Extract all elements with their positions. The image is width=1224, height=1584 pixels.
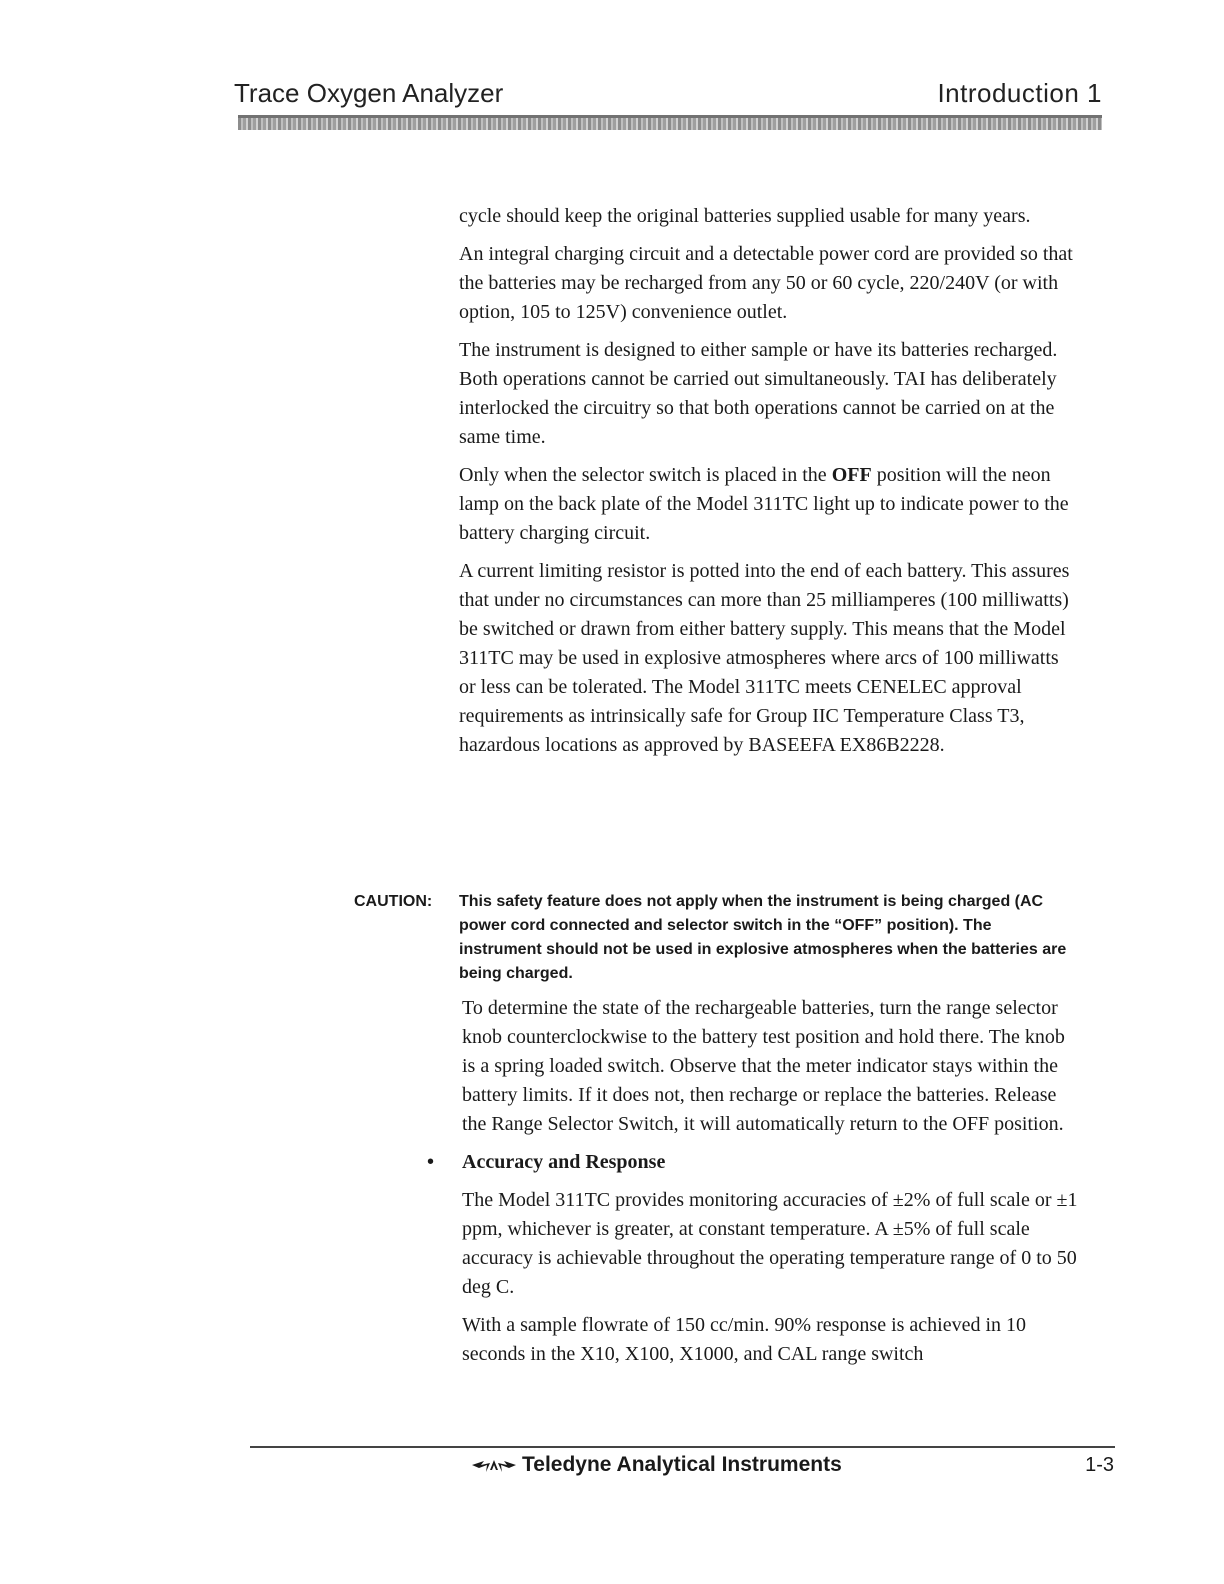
- paragraph: With a sample flowrate of 150 cc/min. 90% response is achieved in 10 seconds in the X10, X100, X1000, and CAL range switch: [462, 1314, 1027, 1365]
- paragraph-text: position will the neon lamp on the back plate of the Model 311TC light up to indicate power to the battery charging circuit.: [459, 464, 1069, 544]
- paragraph: To determine the state of the rechargeable batteries, turn the range selector knob counterclockwise to the battery test position and hold there. The knob is a spring loaded switch. Observe that the meter indicator stays within the battery limits. If it does not, then recharge or replace the batteries. Release the Range Selector Switch, it will automatically return to the OFF position.: [462, 997, 1065, 1135]
- bullet-icon: •: [427, 1151, 435, 1173]
- paragraph: The instrument is designed to either sample or have its batteries recharged. Both operations cannot be carried out simultaneously. TAI has deliberately interlocked the circuitry so that both operations cannot be carried on at the same time.: [459, 339, 1058, 448]
- caution-text: This safety feature does not apply when the instrument is being charged (AC power cord connected and selector switch in the “OFF” position). The instrument should not be used in explosive atmospheres when the batteries are being charged.: [459, 893, 1067, 982]
- body-text-column: [459, 202, 1079, 769]
- paragraph: The Model 311TC provides monitoring accuracies of ±2% of full scale or ±1 ppm, whichever is greater, at constant temperature. A ±5% of full scale accuracy is achievable throughout the operating temperature range of 0 to 50 deg C.: [462, 1189, 1078, 1298]
- paragraph: A current limiting resistor is potted into the end of each battery. This assures that under no circumstances can more than 25 milliamperes (100 milliwatts) be switched or drawn from either battery supply. This means that the Model 311TC may be used in explosive atmospheres where arcs of 100 milliwatts or less can be tolerated. The Model 311TC meets CENELEC approval requirements as intrinsically safe for Group IIC Temperature Class T3, hazardous locations as approved by BASEEFA EX86B2228.: [459, 560, 1070, 756]
- caution-note: [354, 890, 1079, 986]
- teledyne-logo-icon: [470, 1456, 518, 1476]
- paragraph: An integral charging circuit and a detectable power cord are provided so that the batteries may be recharged from any 50 or 60 cycle, 220/240V (or with option, 105 to 125V) convenience outlet.: [459, 243, 1073, 323]
- footer-brand: Teledyne Analytical Instruments: [522, 1453, 842, 1476]
- running-header-title: Trace Oxygen Analyzer: [234, 78, 504, 108]
- running-header-section: Introduction 1: [937, 78, 1102, 108]
- footer-rule: [250, 1446, 1115, 1448]
- paragraph: cycle should keep the original batteries supplied usable for many years.: [459, 205, 1031, 227]
- caution-label: CAUTION:: [354, 893, 433, 910]
- off-emphasis: OFF: [831, 464, 872, 486]
- bullet-section: [427, 1148, 1082, 1369]
- header-rule: [238, 115, 1102, 130]
- section-heading: Accuracy and Response: [462, 1151, 666, 1173]
- page-number: 1-3: [1085, 1454, 1114, 1476]
- paragraph-text: Only when the selector switch is placed in the: [459, 464, 832, 486]
- paragraph-selector-switch: [459, 461, 1079, 548]
- body-text-column-2: [427, 994, 1082, 1378]
